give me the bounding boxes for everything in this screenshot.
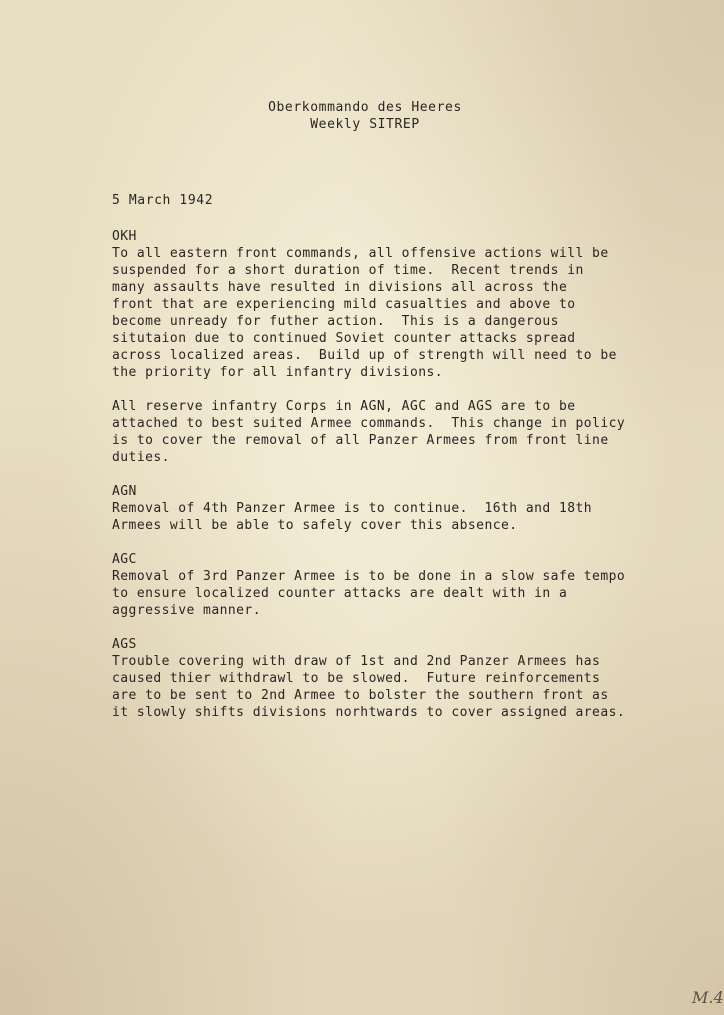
- section-heading: AGN: [112, 484, 137, 499]
- section-agn: [112, 483, 672, 534]
- text-line: aggressive manner.: [112, 603, 261, 618]
- letterhead-title: Oberkommando des Heeres: [268, 100, 462, 115]
- section-ags: [112, 636, 672, 721]
- text-line: situtaion due to continued Soviet counter attacks spread: [112, 331, 576, 346]
- text-line: are to be sent to 2nd Armee to bolster the southern front as: [112, 688, 609, 703]
- text-line: To all eastern front commands, all offensive actions will be: [112, 246, 609, 261]
- section-okh: [112, 228, 672, 381]
- text-line: caused thier withdrawl to be slowed. Future reinforcements: [112, 671, 601, 686]
- section-heading: OKH: [112, 229, 137, 244]
- section-agc: [112, 551, 672, 619]
- document-date: 5 March 1942: [112, 193, 214, 208]
- section-heading: AGS: [112, 637, 137, 652]
- text-line: many assaults have resulted in divisions all across the: [112, 280, 568, 295]
- text-line: All reserve infantry Corps in AGN, AGC and AGS are to be: [112, 399, 576, 414]
- text-line: Trouble covering with draw of 1st and 2nd Panzer Armees has: [112, 654, 601, 669]
- letterhead: [220, 99, 510, 133]
- text-line: is to cover the removal of all Panzer Armees from front line: [112, 433, 609, 448]
- text-line: duties.: [112, 450, 170, 465]
- text-line: front that are experiencing mild casualties and above to: [112, 297, 576, 312]
- handwritten-initials: M.4: [692, 988, 724, 1007]
- text-line: the priority for all infantry divisions.: [112, 365, 444, 380]
- document-body: [112, 228, 672, 738]
- text-line: become unready for futher action. This is a dangerous: [112, 314, 559, 329]
- text-line: attached to best suited Armee commands. This change in policy: [112, 416, 626, 431]
- section-heading: AGC: [112, 552, 137, 567]
- section-reserve-corps: [112, 398, 672, 466]
- letterhead-subtitle: Weekly SITREP: [310, 117, 420, 132]
- text-line: across localized areas. Build up of strength will need to be: [112, 348, 617, 363]
- text-line: Armees will be able to safely cover this absence.: [112, 518, 518, 533]
- text-line: suspended for a short duration of time. Recent trends in: [112, 263, 584, 278]
- text-line: it slowly shifts divisions norhtwards to cover assigned areas.: [112, 705, 626, 720]
- text-line: Removal of 4th Panzer Armee is to continue. 16th and 18th: [112, 501, 593, 516]
- text-line: Removal of 3rd Panzer Armee is to be done in a slow safe tempo: [112, 569, 626, 584]
- text-line: to ensure localized counter attacks are dealt with in a: [112, 586, 568, 601]
